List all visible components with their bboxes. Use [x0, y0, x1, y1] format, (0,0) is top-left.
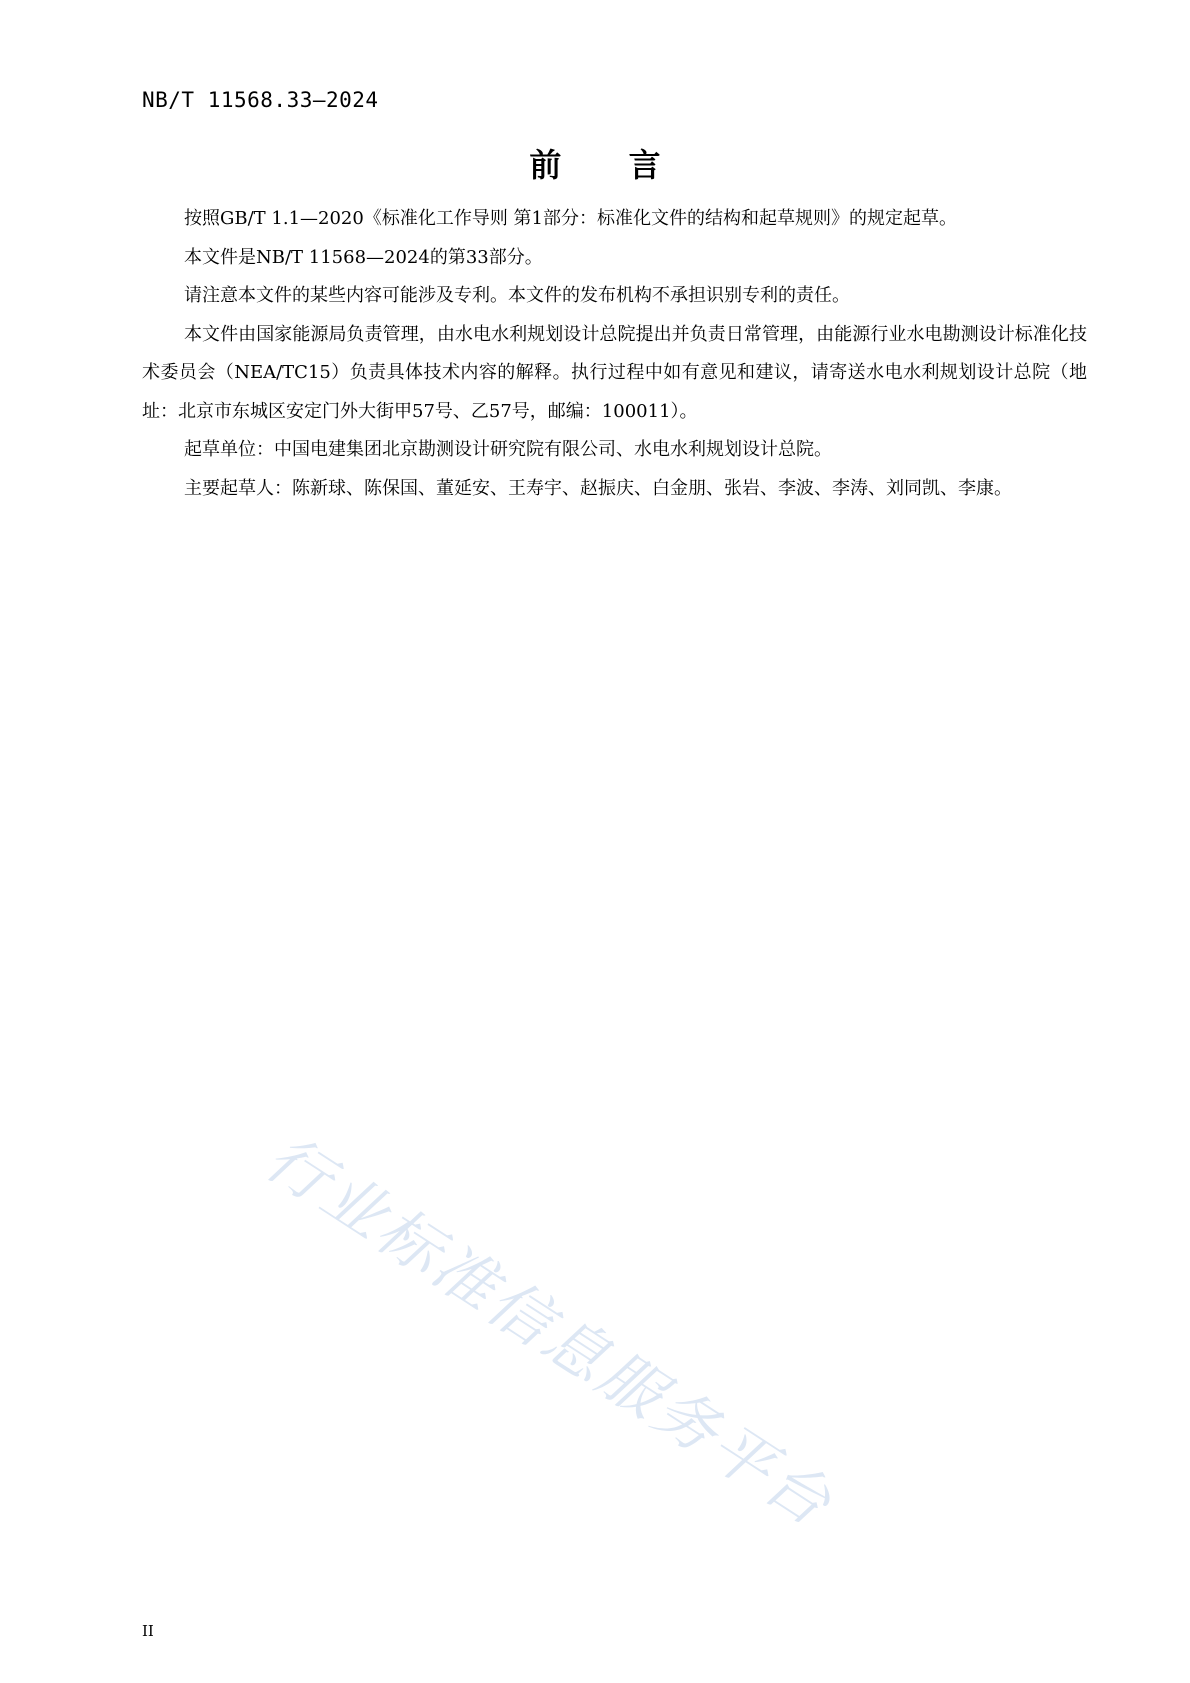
watermark: 行业标准信息服务平台 — [253, 1120, 847, 1542]
paragraph-management: 本文件由国家能源局负责管理，由水电水利规划设计总院提出并负责日常管理，由能源行业水电勘测设计标准化技术委员会（NEA/TC15）负责具体技术内容的解释。执行过程中如有意见和建议，请寄送水电水利规划设计总院（地址：北京市东城区安定门外大街甲57号、乙57号，邮编：100011）。 — [142, 323, 1087, 422]
paragraph-drafters: 主要起草人：陈新球、陈保国、董延安、王寿宇、赵振庆、白金朋、张岩、李波、李涛、刘同凯、李康。 — [184, 477, 1012, 499]
paragraph-drafting-basis: 按照GB/T 1.1—2020《标准化工作导则 第1部分：标准化文件的结构和起草规则》的规定起草。 — [184, 208, 958, 229]
page-number: II — [142, 1622, 154, 1640]
paragraph-drafting-units: 起草单位：中国电建集团北京勘测设计研究院有限公司、水电水利规划设计总院。 — [184, 439, 832, 460]
paragraph-patent-notice: 请注意本文件的某些内容可能涉及专利。本文件的发布机构不承担识别专利的责任。 — [184, 285, 850, 306]
paragraph-part-statement: 本文件是NB/T 11568—2024的第33部分。 — [184, 246, 543, 268]
foreword-body — [142, 200, 1087, 508]
standard-code: NB/T 11568.33—2024 — [142, 88, 379, 112]
page-title: 前 言 — [529, 146, 689, 184]
